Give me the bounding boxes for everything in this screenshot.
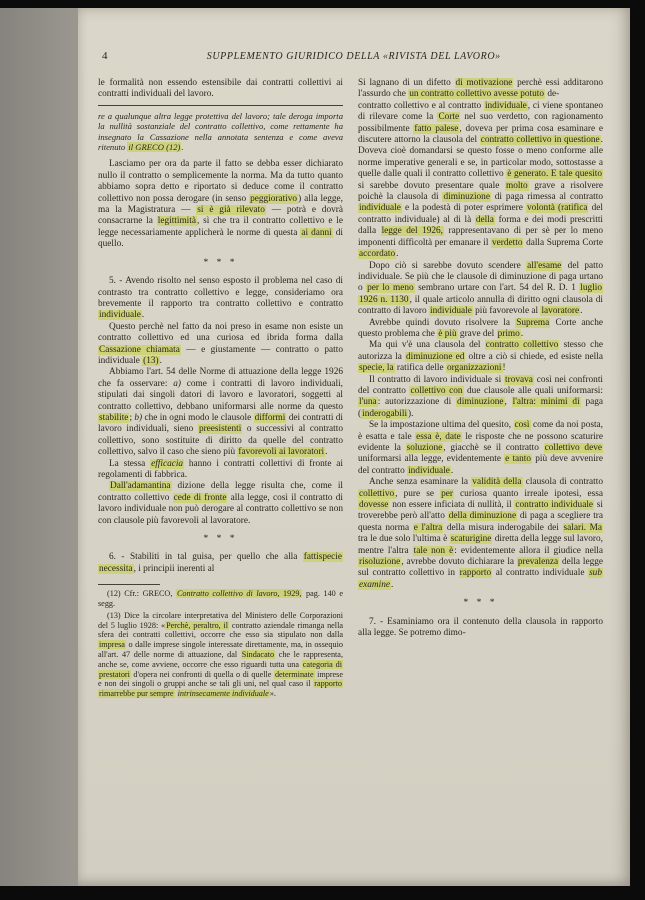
body-paragraph: Dall'adamantina dizione della legge risulta che, come il contratto collettivo cede di fronte alla legge, così il contratto di lavoro individuale non può derogare al contratto collettivo se non con clausole più favorevoli al lavoratore.: [98, 481, 343, 526]
footnote-continuation-rule: [98, 105, 343, 106]
body-paragraph: Lasciamo per ora da parte il fatto se debba esser dichiarato nullo il contratto o semplicemente la norma. Ma da tutto quanto abbiamo sopra detto e riportato si deduce come il contratto collettivo non possa derogare (in senso peggiorativo) alla legge, ma la Magistratura — si è già rilevato — potrà e dovrà consacrarne la legittimità, sì che tra il contratto collettivo e le legge necessariamente applicherà le norme di questa ai danni di quello.: [98, 159, 344, 250]
body-paragraph: 7. - Esaminiamo ora il contenuto della clausola in rapporto alla legge. Se potremo dimo-: [358, 616, 603, 639]
body-paragraph: Questo perchè nel fatto da noi preso in esame non esiste un contratto collettivo ed una curiosa ed ibrida forma dalla Cassazione chiamata — e giustamente — contratto o patto individuale (13).: [98, 321, 343, 366]
left-top-fragment: le formalità non essendo estensibile dai contratti collettivi ai contratti individuali del lavoro.: [98, 78, 343, 100]
body-paragraph: Anche senza esaminare la validità della clausola di contratto collettivo, pure se per curiosa quanto irreale ipotesi, essa dovesse non essere inficiata di nullità, il contratto individuale si troverebbe però all'atto della diminuzione di paga a scegliere tra questa norma e l'altra della misura inderogabile dei salari. Ma tra le due solo l'ultima è scaturigine diretta della legge sul lavoro, mentre l'altra tale non è: evidentemente allora il giudice nella risoluzione, avrebbe dovuto dichiarare la prevalenza della legge sul contratto collettivo in rapporto al contratto individuale sub examine.: [358, 477, 604, 590]
asterisk-separator: * * *: [203, 257, 238, 268]
body-paragraph: contratto collettivo e al contratto individuale, ci viene spontaneo di rilevare come la Corte nel suo verdetto, con ragionamento possibilmente fatto palese, doveva per prima cosa esaminare e discutere attorno la clausola del contratto collettivo in questione. Doveva cioè domandarsi se questo fosse o meno conforme alle norme imperative generali e se, in particolar modo, sottostasse a quelle dalle quali il contratto collettivo è generato. E tale quesito si sarebbe dovuto presentare quale molto grave a risolvere poichè la clausola di diminuzione di paga rimessa al contratto individuale e la podestà di poter esprimere volontà (ratifica del contratto individuale) al di là della forma e dei modi prescritti dalla legge del 1926, rappresentavano di per sè per lo meno imponenti difficoltà per emanare il verdetto dalla Suprema Corte accordato.: [358, 100, 604, 260]
asterisk-separator: * * *: [463, 598, 498, 609]
page-number: 4: [102, 50, 108, 62]
footnote: (12) Cfr.: GRECO, Contratto collettivo di lavoro, 1929, pag. 140 e segg.: [98, 589, 343, 609]
page-content: [78, 8, 630, 701]
right-top-fragment: Si lagnano di un difetto di motivazione perchè essi additarono l'assurdo che un contratto collettivo avesse potuto de-: [358, 78, 603, 100]
body-paragraph: Se la impostazione ultima del quesito, così come da noi posta, è esatta e tale essa è, date le risposte che ne possono scaturire evidente la soluzione, giacchè se il contratto collettivo deve uniformarsi alla legge, evidentemente e tanto più deve avvenire del contratto individuale.: [358, 420, 604, 476]
two-column-layout: [98, 78, 604, 701]
body-paragraph: 6. - Stabiliti in tal guisa, per quello che alla fattispecie necessita, i principii inerenti al: [99, 552, 342, 574]
footnote-continuation: re a qualunque altra legge protettiva del lavoro; tale deroga importa la nullità sostanziale del contratto collettivo, come rettamente ha insegnato la Cassazione nella annotata sentenza e come aveva ritenuto il GRECO (12).: [98, 110, 343, 153]
body-paragraph: Ma qui v'è una clausola del contratto collettivo stesso che autorizza la diminuzione ed oltre a ciò si chiede, ed esiste nella specie, la ratifica delle organizzazioni!: [358, 340, 603, 374]
journal-title: SUPPLEMENTO GIURIDICO DELLA «RIVISTA DEL LAVORO»: [206, 51, 501, 62]
footnote-rule: [98, 584, 160, 585]
body-paragraph: Il contratto di lavoro individuale si trovava così nei confronti del contratto collettivo con due clausole alle quali uniformarsi: l'una: autorizzazione di diminuzione, l'altra: minimi di paga (inderogabili).: [358, 374, 603, 419]
page-header: [102, 50, 600, 62]
body-paragraph: Dopo ciò si sarebbe dovuto scendere all'esame del patto individuale. Se più che le clausole di diminuzione di paga urtano o per lo meno sembrano urtare con l'art. 54 del R. D. 1 luglio 1926 n. 1130, il quale articolo annulla di diritto ogni clausola di contratto di lavoro individuale più favorevole al lavoratore.: [358, 260, 604, 317]
asterisk-separator: * * *: [203, 534, 238, 545]
right-column: [358, 78, 603, 701]
scanner-background-margin: [0, 8, 78, 886]
body-paragraph: La stessa efficacia hanno i contratti collettivi di fronte ai regolamenti di fabbrica.: [98, 458, 343, 480]
printed-page: [78, 8, 630, 886]
body-paragraph: Avrebbe quindi dovuto risolvere la Suprema Corte anche questo problema che è più grave del primo.: [358, 317, 603, 339]
footnote: (13) Dice la circolare interpretativa del Ministero delle Corporazioni del 5 luglio 1928: «Perchè, peraltro, il contratto aziendale rimanga nella sfera dei contratti collettivi, occorre che esso sia stipulato non dalla impresa o dalle imprese singole interessate direttamente, ma, in ossequio all'art. 47 delle norme di attuazione, dal Sindacato che le rappresenta, anche se, come avviene, occorre che esso riguardi tutta una categoria di prestatori d'opera nei confronti di quella o di quelle determinate imprese e non dei singoli o gruppi anche se tali gli uni, nel qual caso il rapporto rimarrebbe pur sempre intrinsecamente individuale».: [98, 610, 344, 699]
body-paragraph: 5. - Avendo risolto nel senso esposto il problema nel caso di contrasto tra contratto collettivo e legge, consideriamo ora brevemente il rapporto tra contratto collettivo e contratto individuale.: [98, 276, 343, 321]
left-column: [98, 78, 343, 701]
body-paragraph: Abbiamo l'art. 54 delle Norme di attuazione della legge 1926 che fa osservare: a) come i contratti di lavoro individuali, stipulati dai singoli datori di lavoro e lavoratori, soggetti al contratto collettivo, debbano uniformarsi alle norme da questo stabilite; b) che in ogni modo le clausole difformi dei contratti di lavoro individuali, sieno preesistenti o successivi al contratto collettivo, sono sostituite di diritto da quelle del contratto collettivo, salvo il caso che sieno più favorevoli ai lavoratori.: [98, 367, 343, 458]
